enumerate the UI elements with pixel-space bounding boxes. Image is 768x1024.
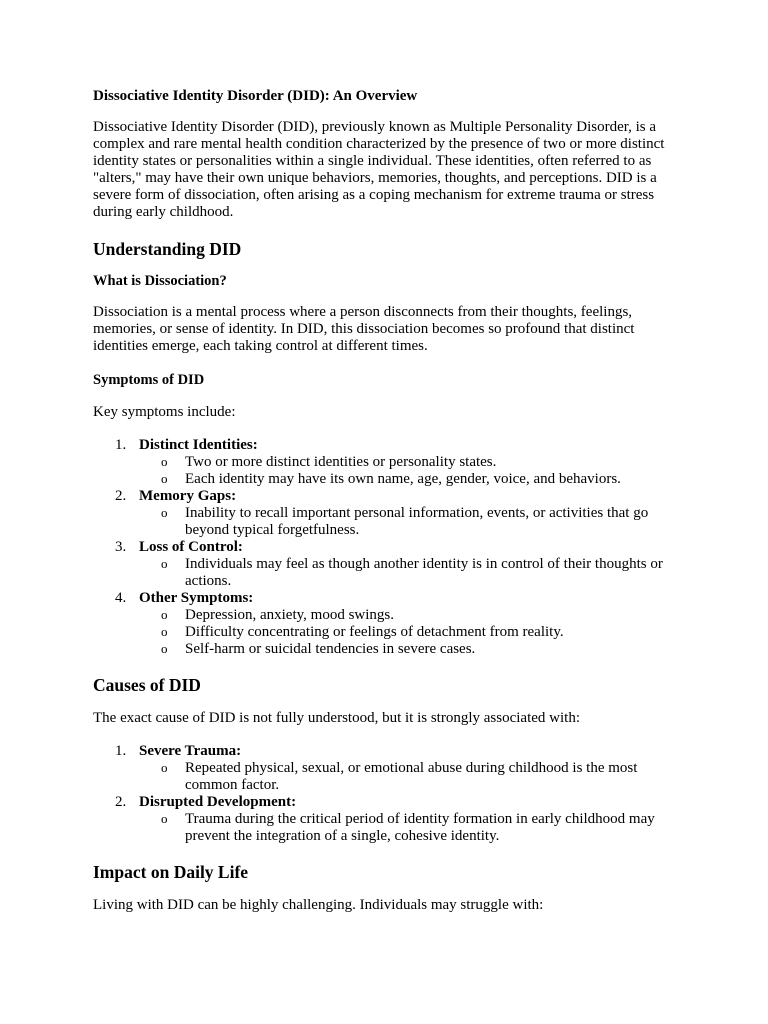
cause-item [93, 794, 683, 845]
subheading-what-is-dissociation: What is Dissociation? [93, 273, 227, 289]
item-number: 1. [115, 743, 127, 759]
item-number: 2. [115, 794, 127, 810]
dissociation-paragraph: Dissociation is a mental process where a person disconnects from their thoughts, feelings, memories, or sense of identity. In DID, this dissociation becomes so profound that distinct identities emerge, each taking control at different times. [93, 304, 635, 354]
section-heading-understanding: Understanding DID [93, 239, 242, 259]
sub-item [139, 624, 683, 641]
item-number: 1. [115, 437, 127, 453]
sub-list [139, 454, 683, 488]
item-label: Loss of Control: [139, 539, 243, 555]
item-number: 2. [115, 488, 127, 504]
item-label: Other Symptoms: [139, 590, 254, 606]
subheading-symptoms: Symptoms of DID [93, 372, 205, 388]
sub-item-text: Each identity may have its own name, age, gender, voice, and behaviors. [185, 471, 621, 487]
symptom-item [93, 539, 683, 590]
circle-bullet-icon: o [161, 505, 168, 520]
sub-item [139, 505, 683, 539]
sub-list [139, 811, 683, 845]
section-heading-causes: Causes of DID [93, 675, 201, 695]
causes-list [93, 743, 683, 845]
item-number: 3. [115, 539, 127, 555]
sub-list [139, 607, 683, 658]
symptom-item [93, 590, 683, 658]
item-label: Severe Trauma: [139, 743, 242, 759]
circle-bullet-icon: o [161, 811, 168, 826]
circle-bullet-icon: o [161, 556, 168, 571]
sub-item [139, 760, 683, 794]
sub-item-text: Individuals may feel as though another identity is in control of their thoughts or actions. [185, 556, 663, 589]
section-heading-impact: Impact on Daily Life [93, 862, 249, 882]
circle-bullet-icon: o [161, 607, 168, 622]
circle-bullet-icon: o [161, 471, 168, 486]
sub-item [139, 641, 683, 658]
sub-item-text: Two or more distinct identities or personality states. [185, 454, 497, 470]
symptom-item [93, 488, 683, 539]
sub-item [139, 607, 683, 624]
sub-item-text: Difficulty concentrating or feelings of detachment from reality. [185, 624, 564, 640]
circle-bullet-icon: o [161, 641, 168, 656]
circle-bullet-icon: o [161, 624, 168, 639]
symptoms-list [93, 437, 683, 658]
sub-item-text: Self-harm or suicidal tendencies in severe cases. [185, 641, 476, 657]
causes-intro: The exact cause of DID is not fully understood, but it is strongly associated with: [93, 710, 580, 726]
sub-item [139, 811, 683, 845]
sub-item-text: Inability to recall important personal information, events, or activities that go beyond typical forgetfulness. [185, 505, 649, 538]
sub-item [139, 556, 683, 590]
item-number: 4. [115, 590, 127, 606]
symptoms-intro: Key symptoms include: [93, 404, 236, 420]
sub-item-text: Repeated physical, sexual, or emotional abuse during childhood is the most common factor. [185, 760, 638, 793]
sub-item [139, 471, 683, 488]
circle-bullet-icon: o [161, 454, 168, 469]
impact-intro: Living with DID can be highly challenging. Individuals may struggle with: [93, 897, 544, 913]
item-label: Disrupted Development: [139, 794, 297, 810]
sub-list [139, 505, 683, 539]
document-title: Dissociative Identity Disorder (DID): An Overview [93, 88, 418, 104]
item-label: Memory Gaps: [139, 488, 237, 504]
sub-item [139, 454, 683, 471]
cause-item [93, 743, 683, 794]
item-label: Distinct Identities: [139, 437, 258, 453]
document-page [93, 86, 683, 914]
symptom-item [93, 437, 683, 488]
sub-list [139, 556, 683, 590]
sub-item-text: Trauma during the critical period of identity formation in early childhood may prevent the integration of a single, cohesive identity. [185, 811, 655, 844]
intro-paragraph: Dissociative Identity Disorder (DID), previously known as Multiple Personality Disorder, is a complex and rare mental health condition characterized by the presence of two or more distinct identity states or personalities within a single individual. These identities, often referred to as "alters," may have their own unique behaviors, memories, thoughts, and perceptions. DID is a severe form of dissociation, often arising as a coping mechanism for extreme trauma or stress during early childhood. [93, 119, 665, 220]
sub-item-text: Depression, anxiety, mood swings. [185, 607, 395, 623]
sub-list [139, 760, 683, 794]
circle-bullet-icon: o [161, 760, 168, 775]
